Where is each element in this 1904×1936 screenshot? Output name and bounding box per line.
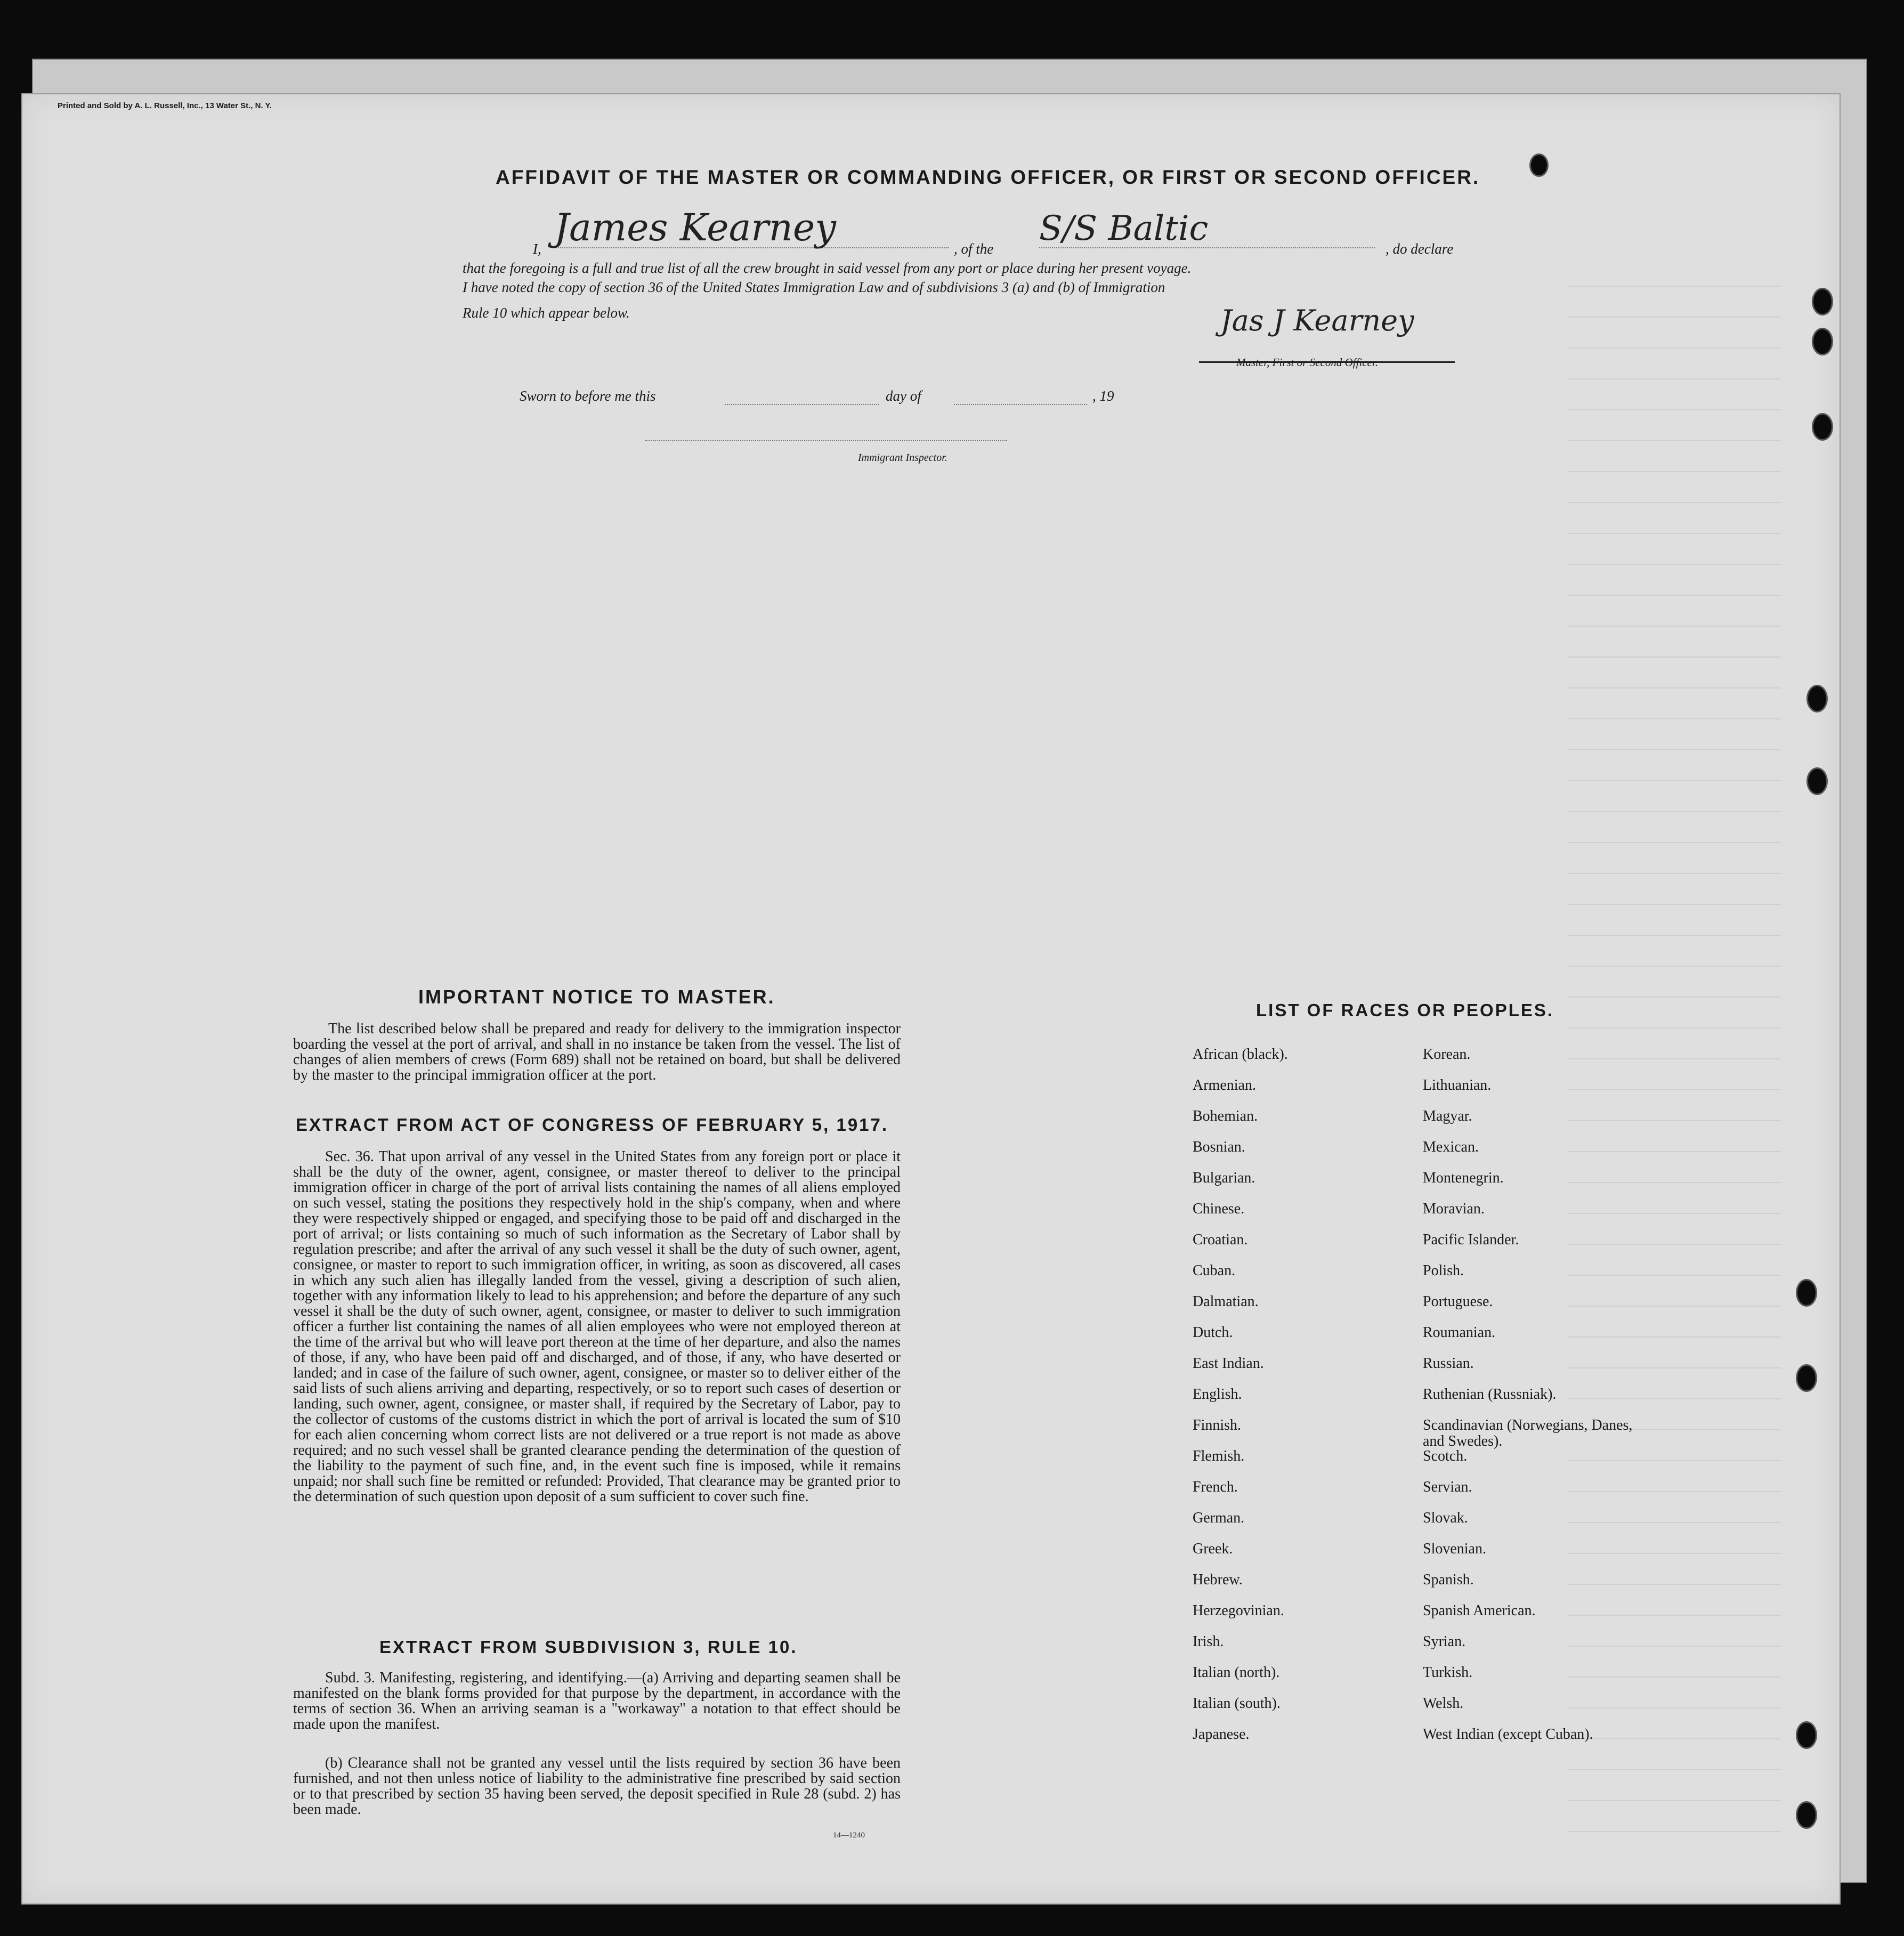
extract-rule-title: EXTRACT FROM SUBDIVISION 3, RULE 10. xyxy=(379,1637,798,1657)
inspector-label: Immigrant Inspector. xyxy=(858,452,947,464)
affidavit-line-4: Rule 10 which appear below. xyxy=(463,305,630,321)
race-item: Montenegrin. xyxy=(1423,1170,1504,1186)
affidavit-of-the: , of the xyxy=(954,241,994,257)
race-item: English. xyxy=(1193,1386,1242,1403)
document-page xyxy=(21,93,1841,1905)
race-item: Slovenian. xyxy=(1423,1541,1486,1557)
race-item: African (black). xyxy=(1193,1046,1288,1063)
race-item: Cuban. xyxy=(1193,1262,1236,1279)
race-item: Polish. xyxy=(1423,1262,1464,1279)
race-item: Scotch. xyxy=(1423,1448,1468,1464)
extract-rule-para-b: (b) Clearance shall not be granted any vessel until the lists required by section 36 have been furnished, and not then unless notice of liability to the administrative fine prescribed by said section or to that prescribed by section 35 having been served, the deposit specified in Rule 28 (subd. 2) has been made. xyxy=(293,1755,901,1818)
race-item: Slovak. xyxy=(1423,1510,1468,1526)
race-item: Italian (north). xyxy=(1193,1664,1280,1681)
race-item: Magyar. xyxy=(1423,1108,1472,1124)
punch-hole xyxy=(1796,1801,1817,1829)
race-item: Turkish. xyxy=(1423,1664,1473,1681)
inspector-signature-line xyxy=(645,440,1007,441)
race-item: Welsh. xyxy=(1423,1695,1464,1712)
race-item: Lithuanian. xyxy=(1423,1077,1492,1093)
race-item: Dalmatian. xyxy=(1193,1293,1259,1310)
extract-rule-para-a: Subd. 3. Manifesting, registering, and identifying.—(a) Arriving and departing seamen shall be manifested on the blank forms provided for that purpose by the department, in accordance with the terms of section 36. When an arriving seaman is a "workaway" a notation to that effect should be made upon the manifest. xyxy=(293,1670,901,1732)
sworn-day-of: day of xyxy=(886,388,921,404)
race-item: Flemish. xyxy=(1193,1448,1245,1464)
punch-hole xyxy=(1796,1364,1817,1392)
races-title: LIST OF RACES OR PEOPLES. xyxy=(1256,1000,1554,1020)
sworn-text: Sworn to before me this xyxy=(520,388,656,404)
punch-hole xyxy=(1812,413,1833,441)
race-item: Finnish. xyxy=(1193,1417,1242,1433)
form-number: 14—1240 xyxy=(833,1831,865,1840)
race-item: Greek. xyxy=(1193,1541,1233,1557)
race-item: Scandinavian (Norwegians, Danes, and Swedes). xyxy=(1423,1417,1633,1449)
race-item: Servian. xyxy=(1423,1479,1472,1495)
sworn-month-field xyxy=(954,404,1087,405)
sworn-year: , 19 xyxy=(1092,388,1114,404)
officer-signature: Jas J Kearney xyxy=(1220,304,1414,337)
punch-hole xyxy=(1812,328,1833,355)
race-item: Bulgarian. xyxy=(1193,1170,1255,1186)
sworn-day-field xyxy=(725,404,879,405)
race-item: Spanish. xyxy=(1423,1572,1474,1588)
race-item: Chinese. xyxy=(1193,1201,1245,1217)
race-item: Spanish American. xyxy=(1423,1602,1536,1619)
race-item: Roumanian. xyxy=(1423,1324,1496,1341)
punch-hole xyxy=(1796,1721,1817,1749)
race-item: Bohemian. xyxy=(1193,1108,1258,1124)
punch-hole xyxy=(1806,767,1828,795)
race-item: Armenian. xyxy=(1193,1077,1256,1093)
race-item: West Indian (except Cuban). xyxy=(1423,1726,1593,1743)
race-item: Irish. xyxy=(1193,1633,1224,1650)
race-item: Japanese. xyxy=(1193,1726,1250,1743)
race-item: Herzegovinian. xyxy=(1193,1602,1284,1619)
extract-act-body: Sec. 36. That upon arrival of any vessel in the United States from any foreign port or place it shall be the duty of the owner, agent, consignee, or master thereof to deliver to the principal immigration officer in charge of the port of arrival lists containing the names of all aliens employed on such vessel, stating the positions they respectively hold in the ship's company, when and where they were respectively shipped or engaged, and specifying those to be paid off and discharged in the port of arrival; or lists containing so much of such information as the Secretary of Labor shall by regulation prescribe; and after the arrival of any such vessel it shall be the duty of such owner, agent, consignee, or master to report to such immigration officer, in writing, as soon as discovered, all cases in which any such alien has illegally landed from the vessel, giving a description of such alien, together with any information likely to lead to his apprehension; and before the departure of any such vessel it shall be the duty of such owner, agent, consignee, or master to deliver to such immigration officer a further list containing the names of all alien employees who were not employed thereon at the time of the arrival but who will leave port thereon at the time of her departure, and also the names of those, if any, who have been paid off and discharged, and of those, if any, who have deserted or landed; and in case of the failure of such owner, agent, consignee, or master so to deliver either of the said lists of such aliens arriving and departing, respectively, or so to report such cases of desertion or landing, such owner, agent, consignee, or master shall, if required by the Secretary of Labor, pay to the collector of customs of the customs district in which the port of arrival is located the sum of $10 for each alien concerning whom correct lists are not delivered or a true report is not made as above required; and no such vessel shall be granted clearance pending the determination of the question of the liability to the payment of such fine, and, in the event such fine is imposed, while it remains unpaid; nor shall such fine be remitted or refunded: Provided, That clearance may be granted prior to the determination of such question upon deposit of a sum sufficient to cover such fine. xyxy=(293,1148,901,1505)
race-item: Dutch. xyxy=(1193,1324,1233,1341)
affidavit-do-declare: , do declare xyxy=(1386,241,1454,257)
signature-caption: Master, First or Second Officer. xyxy=(1236,356,1378,369)
affidavit-line-3: I have noted the copy of section 36 of the United States Immigration Law and of subdivisions 3 (a) and (b) of Immigration xyxy=(463,279,1165,295)
affidavit-line-2: that the foregoing is a full and true list of all the crew brought in said vessel from any port or place during her present voyage. xyxy=(463,260,1192,276)
affidavit-i-label: I, xyxy=(533,241,541,257)
race-item: Italian (south). xyxy=(1193,1695,1281,1712)
bleed-through-ruling xyxy=(22,94,1840,1903)
race-item: Syrian. xyxy=(1423,1633,1466,1650)
notice-title: IMPORTANT NOTICE TO MASTER. xyxy=(418,986,775,1008)
notice-body: The list described below shall be prepared and ready for delivery to the immigration inspector boarding the vessel at the port of arrival, and shall in no instance be taken from the vessel. The list of changes of alien members of crews (Form 689) shall not be retained on board, but shall be delivered by the master to the principal immigration officer at the port. xyxy=(293,1020,901,1083)
extract-act-title: EXTRACT FROM ACT OF CONGRESS OF FEBRUARY 5, 1917. xyxy=(296,1115,889,1135)
race-item: Hebrew. xyxy=(1193,1572,1243,1588)
race-item: Ruthenian (Russniak). xyxy=(1423,1386,1557,1403)
race-item: Korean. xyxy=(1423,1046,1471,1063)
race-item: Pacific Islander. xyxy=(1423,1232,1519,1248)
affidavit-title: AFFIDAVIT OF THE MASTER OR COMMANDING OFFICER, OR FIRST OR SECOND OFFICER. xyxy=(496,166,1480,188)
punch-hole xyxy=(1812,288,1833,315)
race-item: East Indian. xyxy=(1193,1355,1264,1372)
race-item: Croatian. xyxy=(1193,1232,1248,1248)
printer-note: Printed and Sold by A. L. Russell, Inc., 13 Water St., N. Y. xyxy=(58,101,272,110)
race-item: Mexican. xyxy=(1423,1139,1479,1155)
punch-hole xyxy=(1806,685,1828,712)
race-item: German. xyxy=(1193,1510,1245,1526)
race-item: Portuguese. xyxy=(1423,1293,1493,1310)
race-item: Russian. xyxy=(1423,1355,1474,1372)
punch-hole xyxy=(1796,1279,1817,1307)
race-item: Moravian. xyxy=(1423,1201,1485,1217)
master-name-handwritten: James Kearney xyxy=(554,206,949,248)
race-item: French. xyxy=(1193,1479,1238,1495)
punch-hole xyxy=(1529,153,1549,177)
vessel-name-handwritten: S/S Baltic xyxy=(1039,209,1375,248)
race-item: Bosnian. xyxy=(1193,1139,1245,1155)
